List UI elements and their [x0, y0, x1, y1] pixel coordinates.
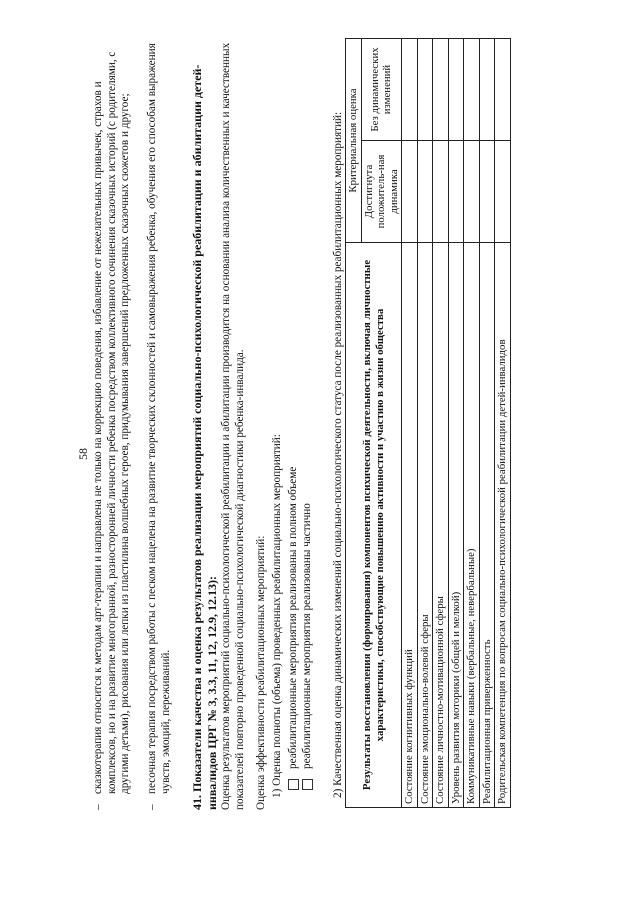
bullet-text: сказкотерапия относится к методам арт-терапии и направлена не только на коррекцию поведения, избавление от нежелательных привычек, страхов и комплексов, но и на развитие многогранной, разносторонней личности ребенка посредством коллективного сочинения сказочных историй (с родителями, с другими детьми), рисования или лепки из пластилина волшебных героев, придумывания завершений предложенных сказочных сюжетов и другое; [92, 51, 131, 794]
cell-no-change[interactable] [479, 39, 495, 141]
table-row [464, 39, 480, 808]
checkbox-square-icon[interactable] [302, 779, 313, 790]
cell-no-change[interactable] [464, 39, 480, 141]
header-results: Результаты восстановления (формирования) компонентов психической деятельности, включая личностные характеристики, способствующие повышению активности и участию в жизни общества [346, 243, 402, 808]
cell-positive[interactable] [479, 141, 495, 243]
page-number: 58 [76, 448, 90, 460]
cell-positive[interactable] [417, 141, 433, 243]
table-header-row [346, 39, 362, 808]
row-label: Состояние личностно-мотивационной сферы [433, 243, 449, 808]
header-no-changes: Без динамических изменений [361, 39, 402, 141]
cell-no-change[interactable] [433, 39, 449, 141]
eval-title: Оценка эффективности реабилитационных мероприятий: [255, 535, 267, 810]
checkbox-label: реабилитационные мероприятия реализованы частично [301, 503, 313, 769]
cell-no-change[interactable] [495, 39, 511, 141]
checkbox-full[interactable] [287, 467, 300, 790]
row-label: Реабилитационная приверженность [479, 243, 495, 808]
table-row [448, 39, 464, 808]
row-label: Родительская компетенция по вопросам социально-психологической реабилитации детей-инвалидов [495, 243, 511, 808]
cell-positive[interactable] [433, 141, 449, 243]
cell-no-change[interactable] [402, 39, 418, 141]
checkbox-label: реабилитационные мероприятия реализованы в полном объеме [287, 466, 299, 769]
header-criteria: Критериальная оценка [346, 39, 362, 243]
row-label: Уровень развития моторики (общей и мелкой) [448, 243, 464, 808]
quality-item: 2) Качественная оценка динамических изменений социально-психологического статуса после реализованных реабилитационных мероприятий: [332, 111, 344, 798]
dash-marker: – [146, 804, 158, 810]
checkbox-square-icon[interactable] [288, 779, 299, 790]
bullet-text: песочная терапия посредством работы с песком нацелена на развитие творческих склонностей и самовыражения ребенка, обучения его способам выражения чувств, эмоций, переживаний. [146, 43, 172, 794]
cell-positive[interactable] [402, 141, 418, 243]
section-heading: 41. Показатели качества и оценка результатов реализации мероприятий социально-психологической реабилитации и абилитации детей-инвалидов ЦРГ № 3, 3.3, 11, 12, 12.9, 12.13): [190, 64, 219, 810]
bullet-sand-therapy [146, 40, 173, 810]
row-label: Состояние когнитивных функций [402, 243, 418, 808]
cell-positive[interactable] [448, 141, 464, 243]
row-label: Коммуникативные навыки (вербальные, невербальные) [464, 243, 480, 808]
intro-paragraph: Оценка результатов мероприятий социально-психологической реабилитации и абилитации производится на основании анализа количественных и качественных показателей повторно проведенной социально-психологической диагностики ребенка-инвалида. [220, 42, 246, 810]
checkbox-partial[interactable] [301, 503, 314, 790]
dash-marker: – [92, 804, 104, 810]
evaluation-table [345, 38, 511, 808]
table-row [433, 39, 449, 808]
table-row [479, 39, 495, 808]
row-label: Состояние эмоционально-волевой сферы [417, 243, 433, 808]
cell-no-change[interactable] [417, 39, 433, 141]
bullet-fairy-tale-therapy [92, 40, 133, 810]
table-row [402, 39, 418, 808]
cell-no-change[interactable] [448, 39, 464, 141]
header-positive-dynamics: Достигнута положитель-ная динамика [361, 141, 402, 243]
cell-positive[interactable] [464, 141, 480, 243]
table-row [495, 39, 511, 808]
cell-positive[interactable] [495, 141, 511, 243]
completeness-item: 1) Оценка полноты (объема) проведенных реабилитационных мероприятий: [271, 434, 283, 798]
table-row [417, 39, 433, 808]
